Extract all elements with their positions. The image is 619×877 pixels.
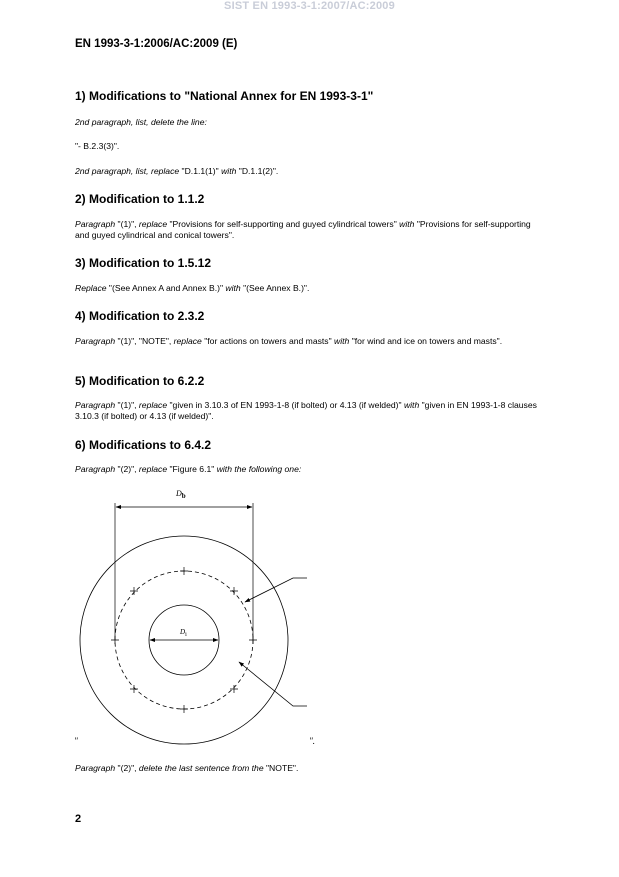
closing-paragraph bbox=[75, 763, 547, 774]
page-number: 2 bbox=[75, 813, 82, 825]
section-6-heading: 6) Modifications to 6.4.2 bbox=[75, 438, 212, 452]
quoted-text: "(1)", "NOTE", bbox=[115, 336, 174, 346]
quoted-text: "(See Annex A and Annex B.)" bbox=[106, 283, 226, 293]
emphasis: replace bbox=[138, 464, 168, 474]
bolt-marker-left bbox=[111, 636, 119, 644]
quoted-text: "given in EN 1993-1-8 clauses 3.10.3 (if bolted) or 4.13 (if welded)". bbox=[75, 400, 537, 421]
close-quote: ". bbox=[309, 736, 316, 746]
emphasis: delete the last sentence from the bbox=[138, 763, 264, 773]
emphasis: Paragraph bbox=[75, 464, 116, 474]
section-2-body bbox=[75, 219, 547, 241]
quoted-text: "(See Annex B.)". bbox=[240, 283, 310, 293]
quoted-text: "NOTE". bbox=[263, 763, 299, 773]
emphasis: replace bbox=[173, 336, 202, 346]
emphasis: replace bbox=[138, 219, 168, 229]
quoted-text: "(2)", bbox=[115, 464, 139, 474]
bolt-marker-right bbox=[249, 636, 257, 644]
emphasis: with bbox=[403, 400, 420, 410]
quoted-text: "D.1.1(1)" bbox=[181, 166, 222, 176]
emphasis: with bbox=[225, 283, 241, 293]
section-3-heading: 3) Modification to 1.5.12 bbox=[75, 256, 212, 270]
quoted-text: "(1)", bbox=[115, 219, 139, 229]
emphasis: Paragraph bbox=[75, 400, 116, 410]
emphasis: with bbox=[221, 166, 239, 176]
emphasis: with the following one: bbox=[216, 464, 302, 474]
section-5-body bbox=[75, 400, 547, 422]
section-1-deleted-line: "- B.2.3(3)". bbox=[75, 141, 120, 151]
quoted-text: "for actions on towers and masts" bbox=[201, 336, 335, 346]
section-3-body bbox=[75, 283, 547, 294]
emphasis: Paragraph bbox=[75, 336, 116, 346]
emphasis: with bbox=[399, 219, 415, 229]
quoted-text: "Provisions for self-supporting and guyed cylindrical towers" bbox=[167, 219, 400, 229]
bolt-marker-lower-left bbox=[130, 685, 138, 693]
section-4-body bbox=[75, 336, 547, 347]
leader-inner-circle bbox=[239, 662, 307, 706]
emphasis: Replace bbox=[75, 283, 107, 293]
quoted-text: "Provisions for self-supporting and guyed cylindrical and conical towers". bbox=[75, 219, 531, 240]
section-5-heading: 5) Modification to 6.2.2 bbox=[75, 374, 205, 388]
quoted-text: "given in 3.10.3 of EN 1993-1-8 (if bolted) or 4.13 (if welded)" bbox=[167, 400, 404, 410]
bolt-marker-lower-right bbox=[230, 685, 238, 693]
quoted-text: "Figure 6.1" bbox=[167, 464, 217, 474]
emphasis: replace bbox=[138, 400, 168, 410]
quoted-text: "(2)", bbox=[115, 763, 139, 773]
emphasis: Paragraph bbox=[75, 763, 116, 773]
leader-bolt-circle bbox=[245, 578, 307, 602]
section-2-heading: 2) Modification to 1.1.2 bbox=[75, 192, 205, 206]
db-label: Db bbox=[176, 489, 186, 500]
section-1-instruction: 2nd paragraph, list, delete the line: bbox=[75, 117, 207, 127]
section-1-heading: 1) Modifications to "National Annex for EN 1993-3-1" bbox=[75, 89, 374, 103]
section-4-heading: 4) Modification to 2.3.2 bbox=[75, 309, 205, 323]
di-label: Di bbox=[180, 628, 187, 638]
bolt-marker-top bbox=[180, 567, 188, 575]
section-1-replace-text bbox=[75, 166, 547, 177]
quoted-text: "for wind and ice on towers and masts". bbox=[349, 336, 503, 346]
open-quote: " bbox=[74, 736, 78, 746]
section-6-body bbox=[75, 464, 547, 475]
emphasis: with bbox=[334, 336, 350, 346]
figure-6-1 bbox=[0, 480, 619, 760]
bolt-marker-upper-right bbox=[230, 587, 238, 595]
quoted-text: "D.1.1(2)". bbox=[238, 166, 279, 176]
bolt-marker-upper-left bbox=[130, 587, 138, 595]
emphasis: Paragraph bbox=[75, 219, 116, 229]
emphasis: 2nd paragraph, list, replace bbox=[75, 166, 182, 176]
bolt-marker-bottom bbox=[180, 705, 188, 713]
quoted-text: "(1)", bbox=[115, 400, 139, 410]
watermark: SIST EN 1993-3-1:2007/AC:2009 bbox=[224, 0, 395, 12]
document-id: EN 1993-3-1:2006/AC:2009 (E) bbox=[75, 38, 238, 50]
